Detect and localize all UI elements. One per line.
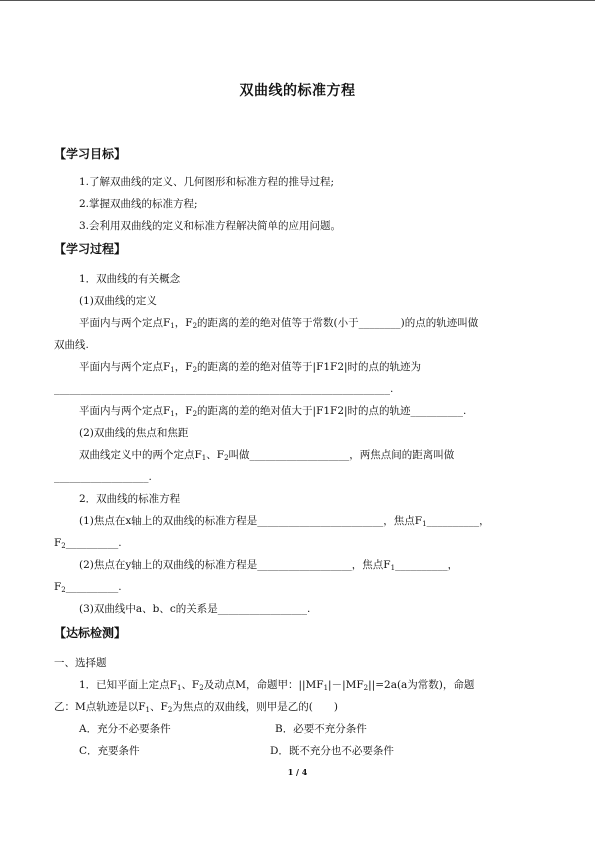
objective-item: 3.会利用双曲线的定义和标准方程解决简单的应用问题。 [79, 220, 342, 232]
concept-heading: 1．双曲线的有关概念 [79, 273, 181, 285]
focus-line: 双曲线定义中的两个定点$F_1$、$F_2$叫做___________________，两焦点间的距离叫做 [79, 449, 455, 462]
definition-line: 平面内与两个定点$F_1$，$F_2$的距离的差的绝对值大于|F1F2|时的点的轨迹__________. [79, 405, 467, 418]
objective-item: 2.掌握双曲线的标准方程; [79, 198, 198, 210]
option-a: A．充分不必要条件 [79, 723, 171, 735]
focus-heading: (2)双曲线的焦点和焦距 [79, 427, 189, 439]
standard-equation-y: (2)焦点在y轴上的双曲线的标准方程是__________________，焦点$F_1\_\_\_\_\_\_\_\_\_\_$， [79, 559, 459, 572]
question-1: 1．已知平面上定点$F_1$、$F_2$及动点M，命题甲：$||MF_1|-|MF_2||=2a(a$为常数)，命题 [79, 679, 475, 692]
option-c: C．充要条件 [79, 745, 140, 757]
section-heading-process: 【学习过程】 [54, 242, 127, 256]
objective-item: 1.了解双曲线的定义、几何图形和标准方程的推导过程; [79, 176, 335, 188]
standard-equation-heading: 2．双曲线的标准方程 [79, 493, 181, 505]
page-number: 1 / 4 [287, 767, 308, 777]
standard-equation-y-cont: $F_2\_\_\_\_\_\_\_\_\_\_$. [54, 581, 122, 594]
answer-blank: ________________________________________________________________. [54, 383, 394, 395]
standard-equation-x: (1)焦点在x轴上的双曲线的标准方程是________________________，焦点$F_1\_\_\_\_\_\_\_\_\_\_$， [79, 515, 490, 528]
answer-blank: __________________. [54, 471, 152, 483]
definition-line-cont: 双曲线. [54, 339, 89, 351]
abc-relation: (3)双曲线中a、b、c的关系是_________________. [79, 603, 311, 615]
standard-equation-x-cont: $F_2\_\_\_\_\_\_\_\_\_\_$. [54, 537, 122, 550]
section-heading-objectives: 【学习目标】 [54, 147, 127, 161]
page-title: 双曲线的标准方程 [239, 83, 356, 99]
option-d: D．既不充分也不必要条件 [270, 745, 394, 757]
definition-line: 平面内与两个定点$F_1$，$F_2$的距离的差的绝对值等于常数(小于________)的点的轨迹叫做 [79, 317, 479, 330]
question-1-cont: 乙：M点轨迹是以$F_1$、$F_2$为焦点的双曲线，则甲是乙的( ) [54, 701, 338, 714]
option-b: B．必要不充分条件 [275, 723, 367, 735]
definition-heading: (1)双曲线的定义 [79, 295, 157, 307]
definition-line: 平面内与两个定点$F_1$，$F_2$的距离的差的绝对值等于|F1F2|时的点的轨迹为 [79, 361, 422, 374]
top-rule [0, 0, 595, 1]
section-heading-test: 【达标检测】 [54, 626, 127, 640]
part-heading: 一、选择题 [54, 657, 107, 669]
